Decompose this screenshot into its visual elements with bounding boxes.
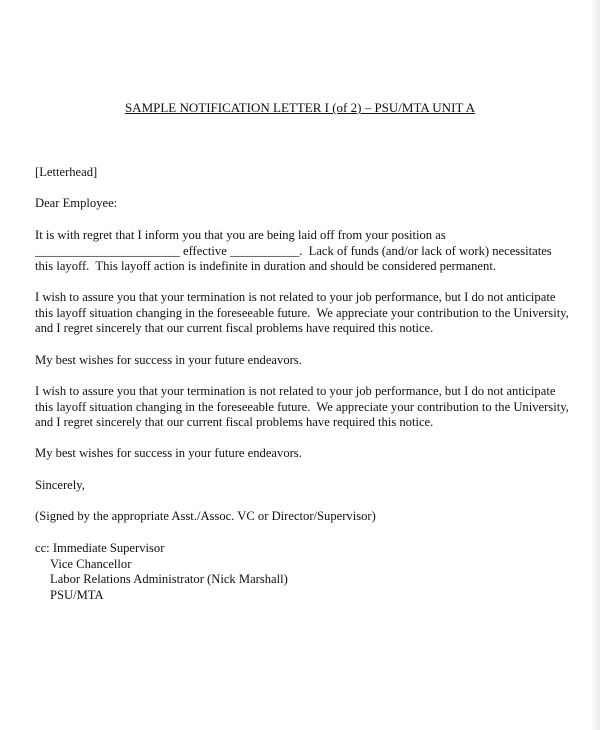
salutation: Dear Employee:: [35, 196, 118, 210]
paragraph-line: I wish to assure you that your termination is not related to your job performance, but I do not anticipate: [35, 384, 556, 398]
cc-line: cc: Immediate Supervisor: [35, 541, 165, 555]
paragraph-line: this layoff situation changing in the foreseeable future. We appreciate your contribution to the University,: [35, 305, 569, 320]
paragraph-line: It is with regret that I inform you that you are being laid off from your position as: [35, 228, 446, 242]
paragraph-layoff-notice: [35, 228, 580, 275]
closing: Sincerely,: [35, 478, 85, 492]
cc-list: [35, 541, 580, 603]
paragraph-best-wishes-1: My best wishes for success in your future endeavors.: [35, 353, 302, 367]
paragraph-assurance-1: [35, 290, 580, 337]
paragraph-line: this layoff situation changing in the foreseeable future. We appreciate your contribution to the University,: [35, 399, 569, 414]
cc-line: Vice Chancellor: [50, 556, 132, 571]
paragraph-line: and I regret sincerely that our current fiscal problems have required this notice.: [35, 321, 434, 336]
paragraph-line: this layoff. This layoff action is indefinite in duration and should be considered permanent.: [35, 259, 496, 274]
cc-line: Labor Relations Administrator (Nick Marshall): [50, 572, 288, 587]
document-title: SAMPLE NOTIFICATION LETTER I (of 2) – PSU/MTA UNIT A: [124, 100, 476, 115]
paragraph-line: I wish to assure you that your termination is not related to your job performance, but I do not anticipate: [35, 290, 556, 304]
cc-line: PSU/MTA: [50, 587, 104, 602]
paragraph-assurance-2: [35, 384, 580, 431]
paragraph-best-wishes-2: My best wishes for success in your future endeavors.: [35, 446, 302, 460]
paragraph-line: and I regret sincerely that our current fiscal problems have required this notice.: [35, 415, 434, 430]
signature-note: (Signed by the appropriate Asst./Assoc. VC or Director/Supervisor): [35, 509, 376, 523]
paragraph-line: _______________________ effective ___________. Lack of funds (and/or lack of work) necessitates: [35, 243, 552, 258]
letterhead-placeholder: [Letterhead]: [35, 165, 98, 179]
